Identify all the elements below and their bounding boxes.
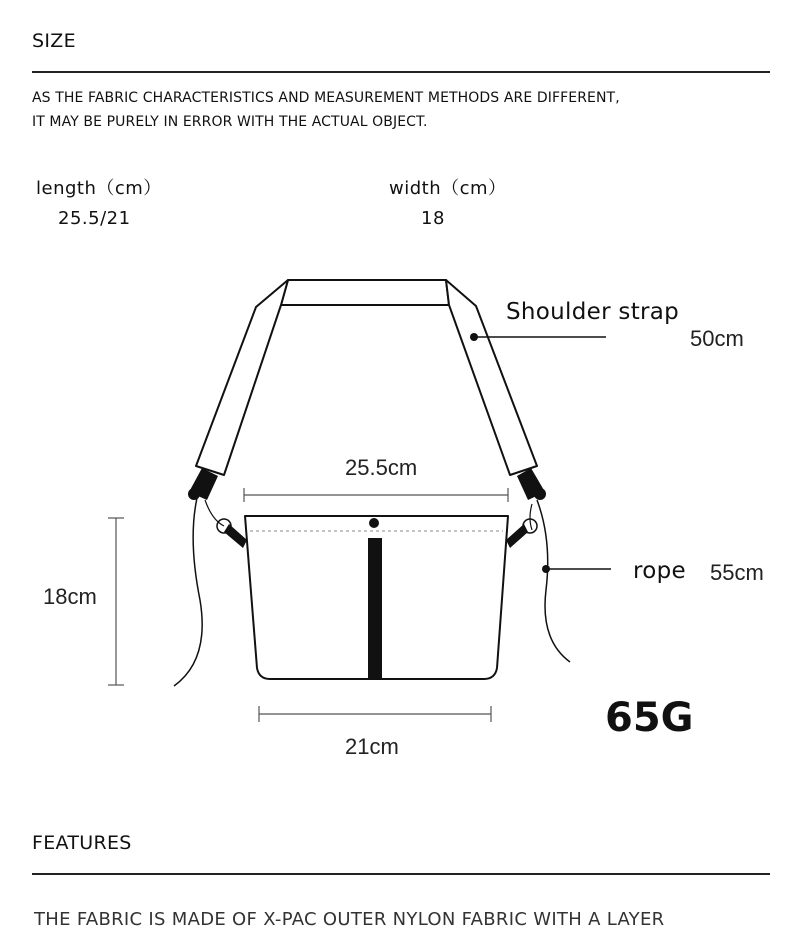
shoulder-strap-length: 50cm [690, 326, 744, 351]
left-buckle [188, 468, 247, 548]
size-note-line-2: IT MAY BE PURELY IN ERROR WITH THE ACTUAL OBJECT. [32, 114, 428, 130]
size-heading: SIZE [32, 30, 76, 52]
right-rope [537, 500, 570, 662]
length-label: length（cm） [36, 178, 162, 199]
size-note-line-1: AS THE FABRIC CHARACTERISTICS AND MEASUREMENT METHODS ARE DIFFERENT, [32, 90, 620, 106]
height-dimension [108, 518, 124, 685]
top-width-dimension [244, 488, 508, 502]
bottom-width-label: 21cm [345, 734, 399, 759]
features-divider [32, 873, 770, 875]
shoulder-strap-callout [470, 333, 606, 341]
width-label: width（cm） [389, 178, 507, 199]
zipper-stripe [368, 538, 382, 679]
rope-label: rope [633, 558, 686, 584]
zipper-pull [369, 518, 379, 528]
weight-label: 65G [605, 695, 694, 741]
left-rope [174, 498, 202, 686]
height-label: 18cm [43, 584, 97, 609]
rope-callout [542, 565, 611, 573]
rope-length: 55cm [710, 560, 764, 585]
width-value: 18 [421, 208, 445, 229]
left-strap [196, 280, 288, 475]
top-width-label: 25.5cm [345, 455, 418, 480]
features-heading: FEATURES [32, 832, 132, 854]
features-text: THE FABRIC IS MADE OF X-PAC OUTER NYLON FABRIC WITH A LAYER [34, 909, 665, 930]
length-value: 25.5/21 [58, 208, 131, 229]
strap-top-band [281, 280, 449, 305]
shoulder-strap-label: Shoulder strap [506, 299, 680, 325]
bottom-width-dimension [259, 706, 491, 722]
